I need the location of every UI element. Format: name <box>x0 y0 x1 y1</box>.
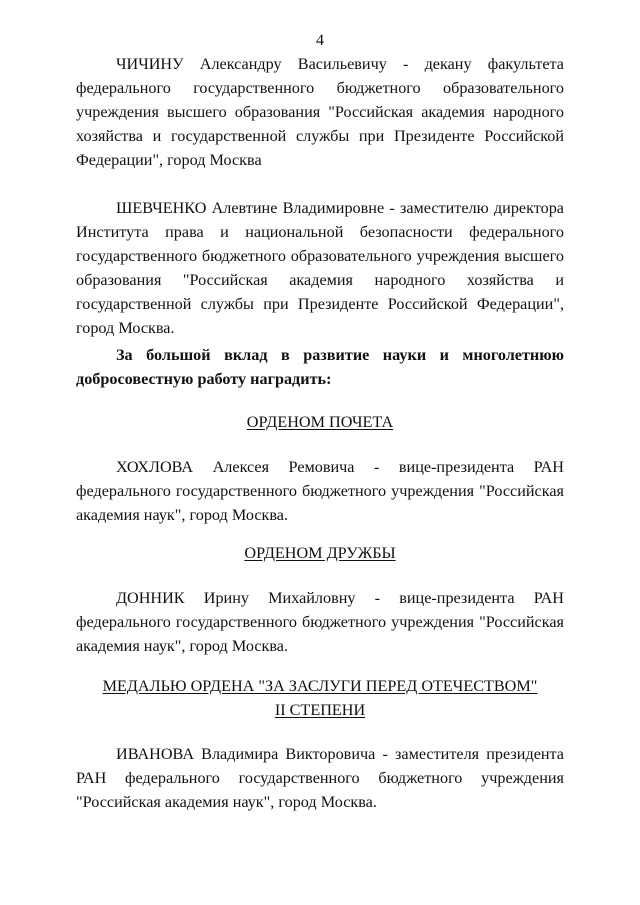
heading-order-honor: ОРДЕНОМ ПОЧЕТА <box>246 413 394 431</box>
award-intro: За большой вклад в развитие науки и многолетнюю добросовестную работу наградить: <box>76 346 564 388</box>
paragraph-ivanov: ИВАНОВА Владимира Викторовича - заместителя президента РАН федерального государственного бюджетного учреждения "Российская академия наук", город Москва. <box>76 745 564 811</box>
heading-medal-line1: МЕДАЛЬЮ ОРДЕНА "ЗА ЗАСЛУГИ ПЕРЕД ОТЕЧЕСТВОМ" <box>102 677 538 695</box>
paragraph-chichin: ЧИЧИНУ Александру Васильевичу - декану факультета федерального государственного бюджетного образовательного учреждения высшего образования "Российская академия народного хозяйства и государственной службы при Президенте Российской Федерации", город Москва <box>76 55 564 169</box>
heading-order-friendship: ОРДЕНОМ ДРУЖБЫ <box>244 544 396 562</box>
page-number: 4 <box>316 32 324 49</box>
heading-medal-line2: II СТЕПЕНИ <box>274 701 366 719</box>
paragraph-shevchenko: ШЕВЧЕНКО Алевтине Владимировне - заместителю директора Института права и национальной безопасности федерального государственного бюджетного образовательного учреждения высшего образования "Российская академия народного хозяйства и государственной службы при Президенте Российской Федерации", город Москва. <box>76 199 564 337</box>
paragraph-donnik: ДОННИК Ирину Михайловну - вице-президента РАН федерального государственного бюджетного учреждения "Российская академия наук", город Москва. <box>76 589 564 655</box>
paragraph-khokhlov: ХОХЛОВА Алексея Ремовича - вице-президента РАН федерального государственного бюджетного учреждения "Российская академия наук", город Москва. <box>76 458 564 524</box>
